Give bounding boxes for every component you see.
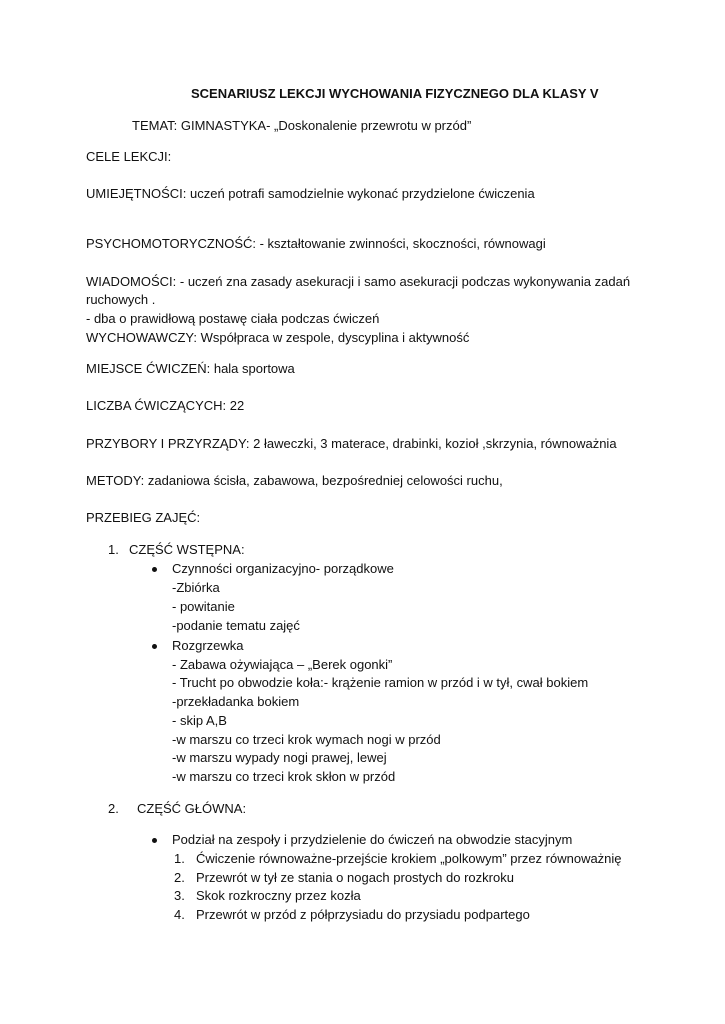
part1-group2-item: - Zabawa ożywiająca – „Berek ogonki” <box>172 657 393 672</box>
station-number: 3. <box>174 888 185 903</box>
document-title: SCENARIUSZ LEKCJI WYCHOWANIA FIZYCZNEGO DLA KLASY V <box>191 86 599 101</box>
part1-group2-head: Rozgrzewka <box>172 638 244 653</box>
part1-group2-item: -przekładanka bokiem <box>172 694 300 709</box>
part1-group1-head: Czynności organizacyjno- porządkowe <box>172 561 394 576</box>
exercise-place: MIEJSCE ĆWICZEŃ: hala sportowa <box>86 361 295 376</box>
knowledge-goal-line-2: ruchowych . <box>86 292 156 307</box>
part2-head: Podział na zespoły i przydzielenie do ćwiczeń na obwodzie stacyjnym <box>172 832 573 847</box>
station-text: Ćwiczenie równoważne-przejście krokiem „polkowym” przez równoważnię <box>196 851 622 866</box>
course-heading: PRZEBIEG ZAJĘĆ: <box>86 510 201 525</box>
station-number: 2. <box>174 870 185 885</box>
bullet-icon <box>152 838 157 843</box>
knowledge-goal-line-1: WIADOMOŚCI: - uczeń zna zasady asekuracji i samo asekuracji podczas wykonywania zadań <box>86 274 631 289</box>
bullet-icon <box>152 567 157 572</box>
part1-group1-item: -Zbiórka <box>172 580 220 595</box>
part1-group1-item: - powitanie <box>172 599 235 614</box>
equipment-list: PRZYBORY I PRZYRZĄDY: 2 ławeczki, 3 materace, drabinki, kozioł ,skrzynia, równoważnia <box>86 436 617 451</box>
station-number: 4. <box>174 907 185 922</box>
part1-group2-item: - Trucht po obwodzie koła:- krążenie ramion w przód i w tył, cwał bokiem <box>172 675 589 690</box>
part1-group1-item: -podanie tematu zajęć <box>172 618 300 633</box>
methods: METODY: zadaniowa ścisła, zabawowa, bezpośredniej celowości ruchu, <box>86 473 503 488</box>
station-text: Przewrót w przód z półprzysiadu do przysiadu podpartego <box>196 907 530 922</box>
station-text: Skok rozkroczny przez kozła <box>196 888 361 903</box>
station-number: 1. <box>174 851 185 866</box>
goals-heading: CELE LEKCJI: <box>86 149 172 164</box>
part2-label: CZĘŚĆ GŁÓWNA: <box>137 801 247 816</box>
part1-group2-item: -w marszu wypady nogi prawej, lewej <box>172 750 387 765</box>
station-text: Przewrót w tył ze stania o nogach prostych do rozkroku <box>196 870 514 885</box>
educational-goal: WYCHOWAWCZY: Współpraca w zespole, dyscyplina i aktywność <box>86 330 470 345</box>
psychomotor-goal: PSYCHOMOTORYCZNOŚĆ: - kształtowanie zwinności, skoczności, równowagi <box>86 236 546 251</box>
part1-group2-item: -w marszu co trzeci krok skłon w przód <box>172 769 396 784</box>
part2-number: 2. <box>108 801 119 816</box>
part1-number: 1. <box>108 542 119 557</box>
part1-group2-item: - skip A,B <box>172 713 227 728</box>
bullet-icon <box>152 644 157 649</box>
participant-count: LICZBA ĆWICZĄCYCH: 22 <box>86 398 245 413</box>
skills-goal: UMIEJĘTNOŚCI: uczeń potrafi samodzielnie wykonać przydzielone ćwiczenia <box>86 186 535 201</box>
part1-label: CZĘŚĆ WSTĘPNA: <box>129 542 245 557</box>
part1-group2-item: -w marszu co trzeci krok wymach nogi w przód <box>172 732 441 747</box>
knowledge-goal-line-3: - dba o prawidłową postawę ciała podczas ćwiczeń <box>86 311 380 326</box>
lesson-topic: TEMAT: GIMNASTYKA- „Doskonalenie przewrotu w przód” <box>132 118 472 133</box>
